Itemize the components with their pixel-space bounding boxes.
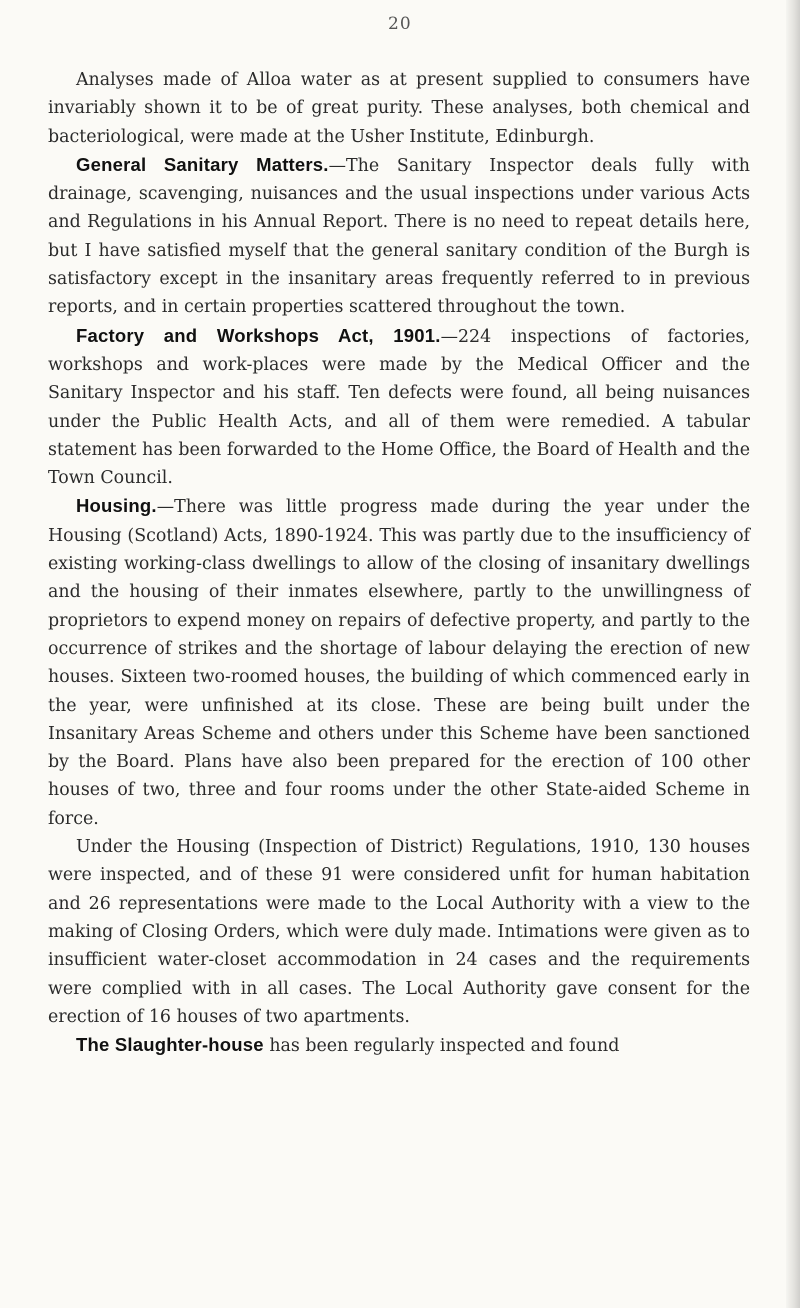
- paragraph-text: —There was little progress made during the year under the Housing (Scotland) Acts, 1890-1924. This was partly due to the insufficiency of existing working-class dwellings to allow of the closing of insanitary dwellings and the housing of their inmates elsewhere, partly to the unwillingness of proprietors to expend money on repairs of defective property, and partly to the occurrence of strikes and the shortage of labour delaying the erection of new houses. Sixteen two-roomed houses, the building of which commenced early in the year, were unfinished at its close. These are being built under the Insanitary Areas Scheme and others under this Scheme have been sanctioned by the Board. Plans have also been prepared for the erection of 100 other houses of two, three and four rooms under the other State-aided Scheme in force.: [48, 497, 750, 829]
- paragraph-text: —224 inspections of factories, workshops and work-places were made by the Medical Officer and the Sanitary Inspector and his staff. Ten defects were found, all being nuisances under the Public Health Acts, and all of them were remedied. A tabular statement has been forwarded to the Home Office, the Board of Health and the Town Council.: [48, 326, 750, 489]
- paragraph-general-sanitary: [48, 151, 750, 322]
- paragraph-text: has been regularly inspected and found: [263, 1036, 620, 1057]
- section-heading-slaughter-house: The Slaughter-house: [76, 1034, 264, 1056]
- page-number: 20: [388, 14, 412, 34]
- section-heading-housing: Housing.: [76, 495, 157, 517]
- paragraph-text: Analyses made of Alloa water as at present supplied to consumers have invariably shown it to be of great purity. These analyses, both chemical and bacteriological, were made at the Usher Institute, Edinburgh.: [48, 70, 750, 147]
- paragraph-text: Under the Housing (Inspection of District) Regulations, 1910, 130 houses were inspected, and of these 91 were considered unfit for human habitation and 26 representations were made to the Local Authority with a view to the making of Closing Orders, which were duly made. Intimations were given as to insufficient water-closet accommodation in 24 cases and the requirements were complied with in all cases. The Local Authority gave consent for the erection of 16 houses of two apartments.: [48, 837, 750, 1027]
- section-heading-general-sanitary: General Sanitary Matters.: [76, 153, 329, 175]
- paragraph-factory-workshops: [48, 322, 750, 493]
- paragraph-housing-inspection: [48, 833, 750, 1031]
- page-edge-shadow: [786, 0, 800, 1308]
- document-body: [48, 66, 750, 1060]
- section-heading-factory-workshops: Factory and Workshops Act, 1901.: [76, 324, 441, 346]
- paragraph-water-analyses: [48, 66, 750, 151]
- paragraph-text: —The Sanitary Inspector deals fully with drainage, scavenging, nuisances and the usual inspections under various Acts and Regulations in his Annual Report. There is no need to repeat details here, but I have satisfied myself that the general sanitary condition of the Burgh is satisfactory except in the insanitary areas frequently referred to in previous reports, and in certain properties scattered throughout the town.: [48, 155, 751, 318]
- paragraph-slaughter-house: [48, 1031, 750, 1060]
- paragraph-housing: [48, 492, 750, 833]
